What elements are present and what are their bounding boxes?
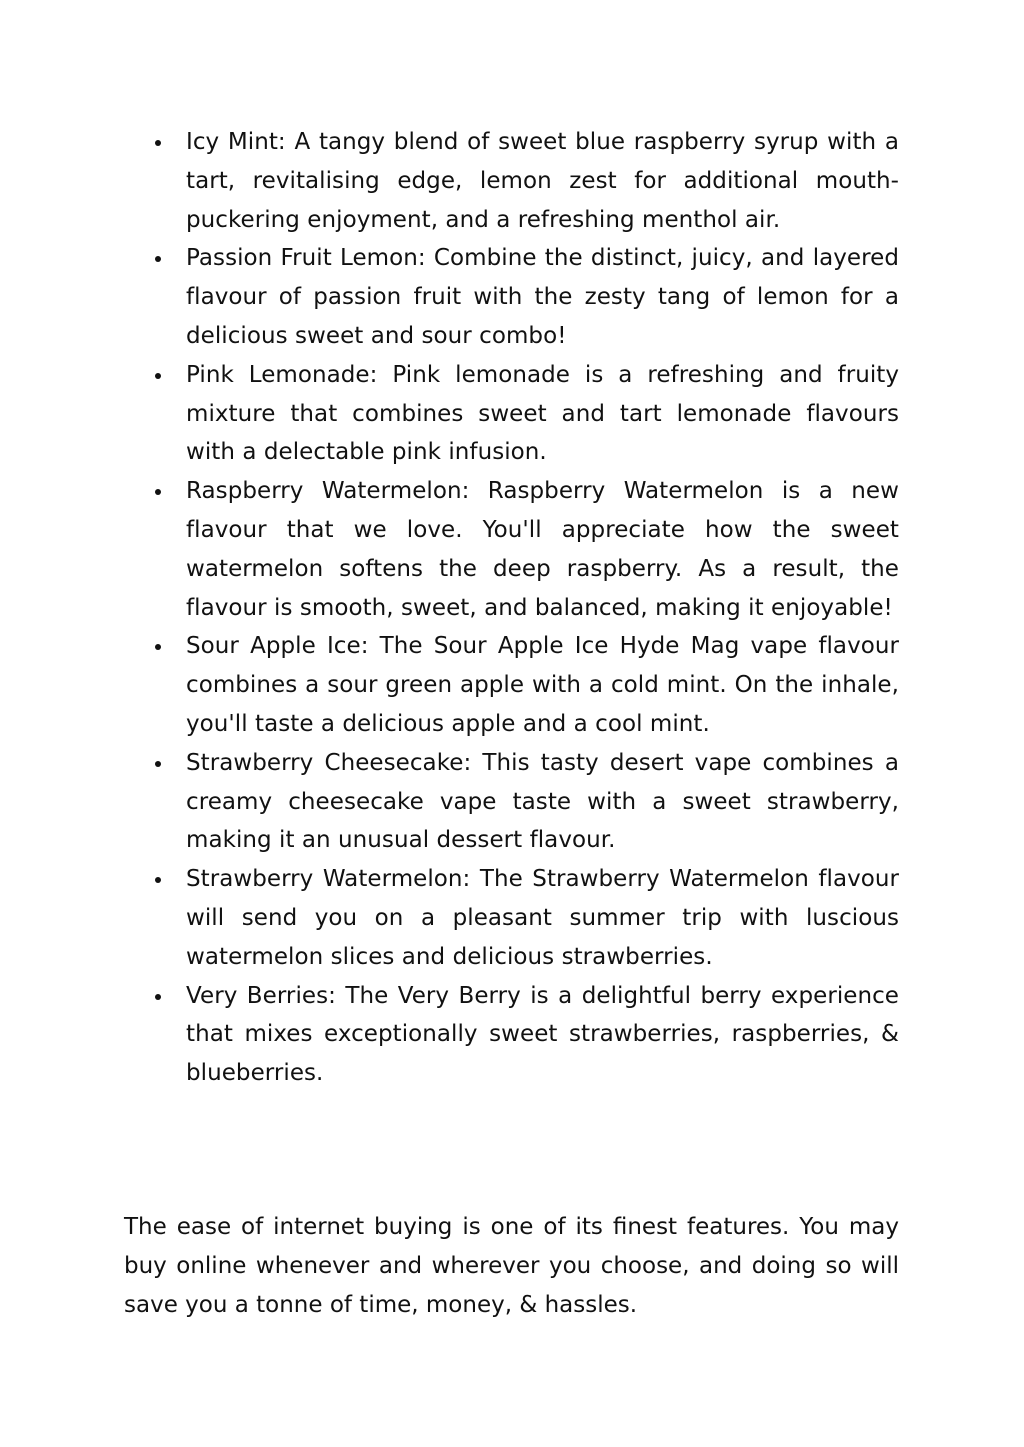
bullet-icon [155, 994, 161, 1000]
bullet-icon [155, 489, 161, 495]
flavour-list [152, 123, 899, 1093]
flavour-item-sour-apple-ice [152, 627, 899, 743]
flavour-item-passion-fruit-lemon [152, 239, 899, 355]
flavour-description: Pink Lemonade: Pink lemonade is a refreshing and fruity mixture that combines sweet and tart lemonade flavours with a delectable pink infusion. [186, 361, 899, 466]
bullet-icon [155, 256, 161, 262]
closing-paragraph: The ease of internet buying is one of its finest features. You may buy online whenever and wherever you choose, and doing so will save you a tonne of time, money, & hassles. [124, 1214, 899, 1318]
bullet-icon [155, 761, 161, 767]
flavour-item-raspberry-watermelon [152, 472, 899, 627]
flavour-description: Sour Apple Ice: The Sour Apple Ice Hyde Mag vape flavour combines a sour green apple with a cold mint. On the inhale, you'll taste a delicious apple and a cool mint. [186, 633, 899, 737]
flavour-description: Strawberry Watermelon: The Strawberry Watermelon flavour will send you on a pleasant summer trip with luscious watermelon slices and delicious strawberries. [186, 866, 899, 970]
flavour-description: Passion Fruit Lemon: Combine the distinct, juicy, and layered flavour of passion fruit with the zesty tang of lemon for a delicious sweet and sour combo! [186, 245, 899, 349]
bullet-icon [155, 877, 161, 883]
flavour-item-icy-mint [152, 123, 899, 239]
flavour-item-pink-lemonade [152, 356, 899, 472]
bullet-icon [155, 140, 161, 146]
flavour-description: Very Berries: The Very Berry is a delightful berry experience that mixes exceptionally sweet strawberries, raspberries, & blueberries. [186, 982, 899, 1087]
flavour-item-strawberry-cheesecake [152, 744, 899, 860]
flavour-item-strawberry-watermelon [152, 860, 899, 976]
flavour-description: Strawberry Cheesecake: This tasty desert vape combines a creamy cheesecake vape taste with a sweet strawberry, making it an unusual dessert flavour. [186, 749, 899, 854]
flavour-item-very-berries [152, 977, 899, 1093]
flavour-description: Icy Mint: A tangy blend of sweet blue raspberry syrup with a tart, revitalising edge, lemon zest for additional mouth-puckering enjoyment, and a refreshing menthol air. [186, 129, 899, 233]
bullet-icon [155, 373, 161, 379]
flavour-description: Raspberry Watermelon: Raspberry Watermelon is a new flavour that we love. You'll appreciate how the sweet watermelon softens the deep raspberry. As a result, the flavour is smooth, sweet, and balanced, making it enjoyable! [186, 478, 899, 621]
bullet-icon [155, 644, 161, 650]
